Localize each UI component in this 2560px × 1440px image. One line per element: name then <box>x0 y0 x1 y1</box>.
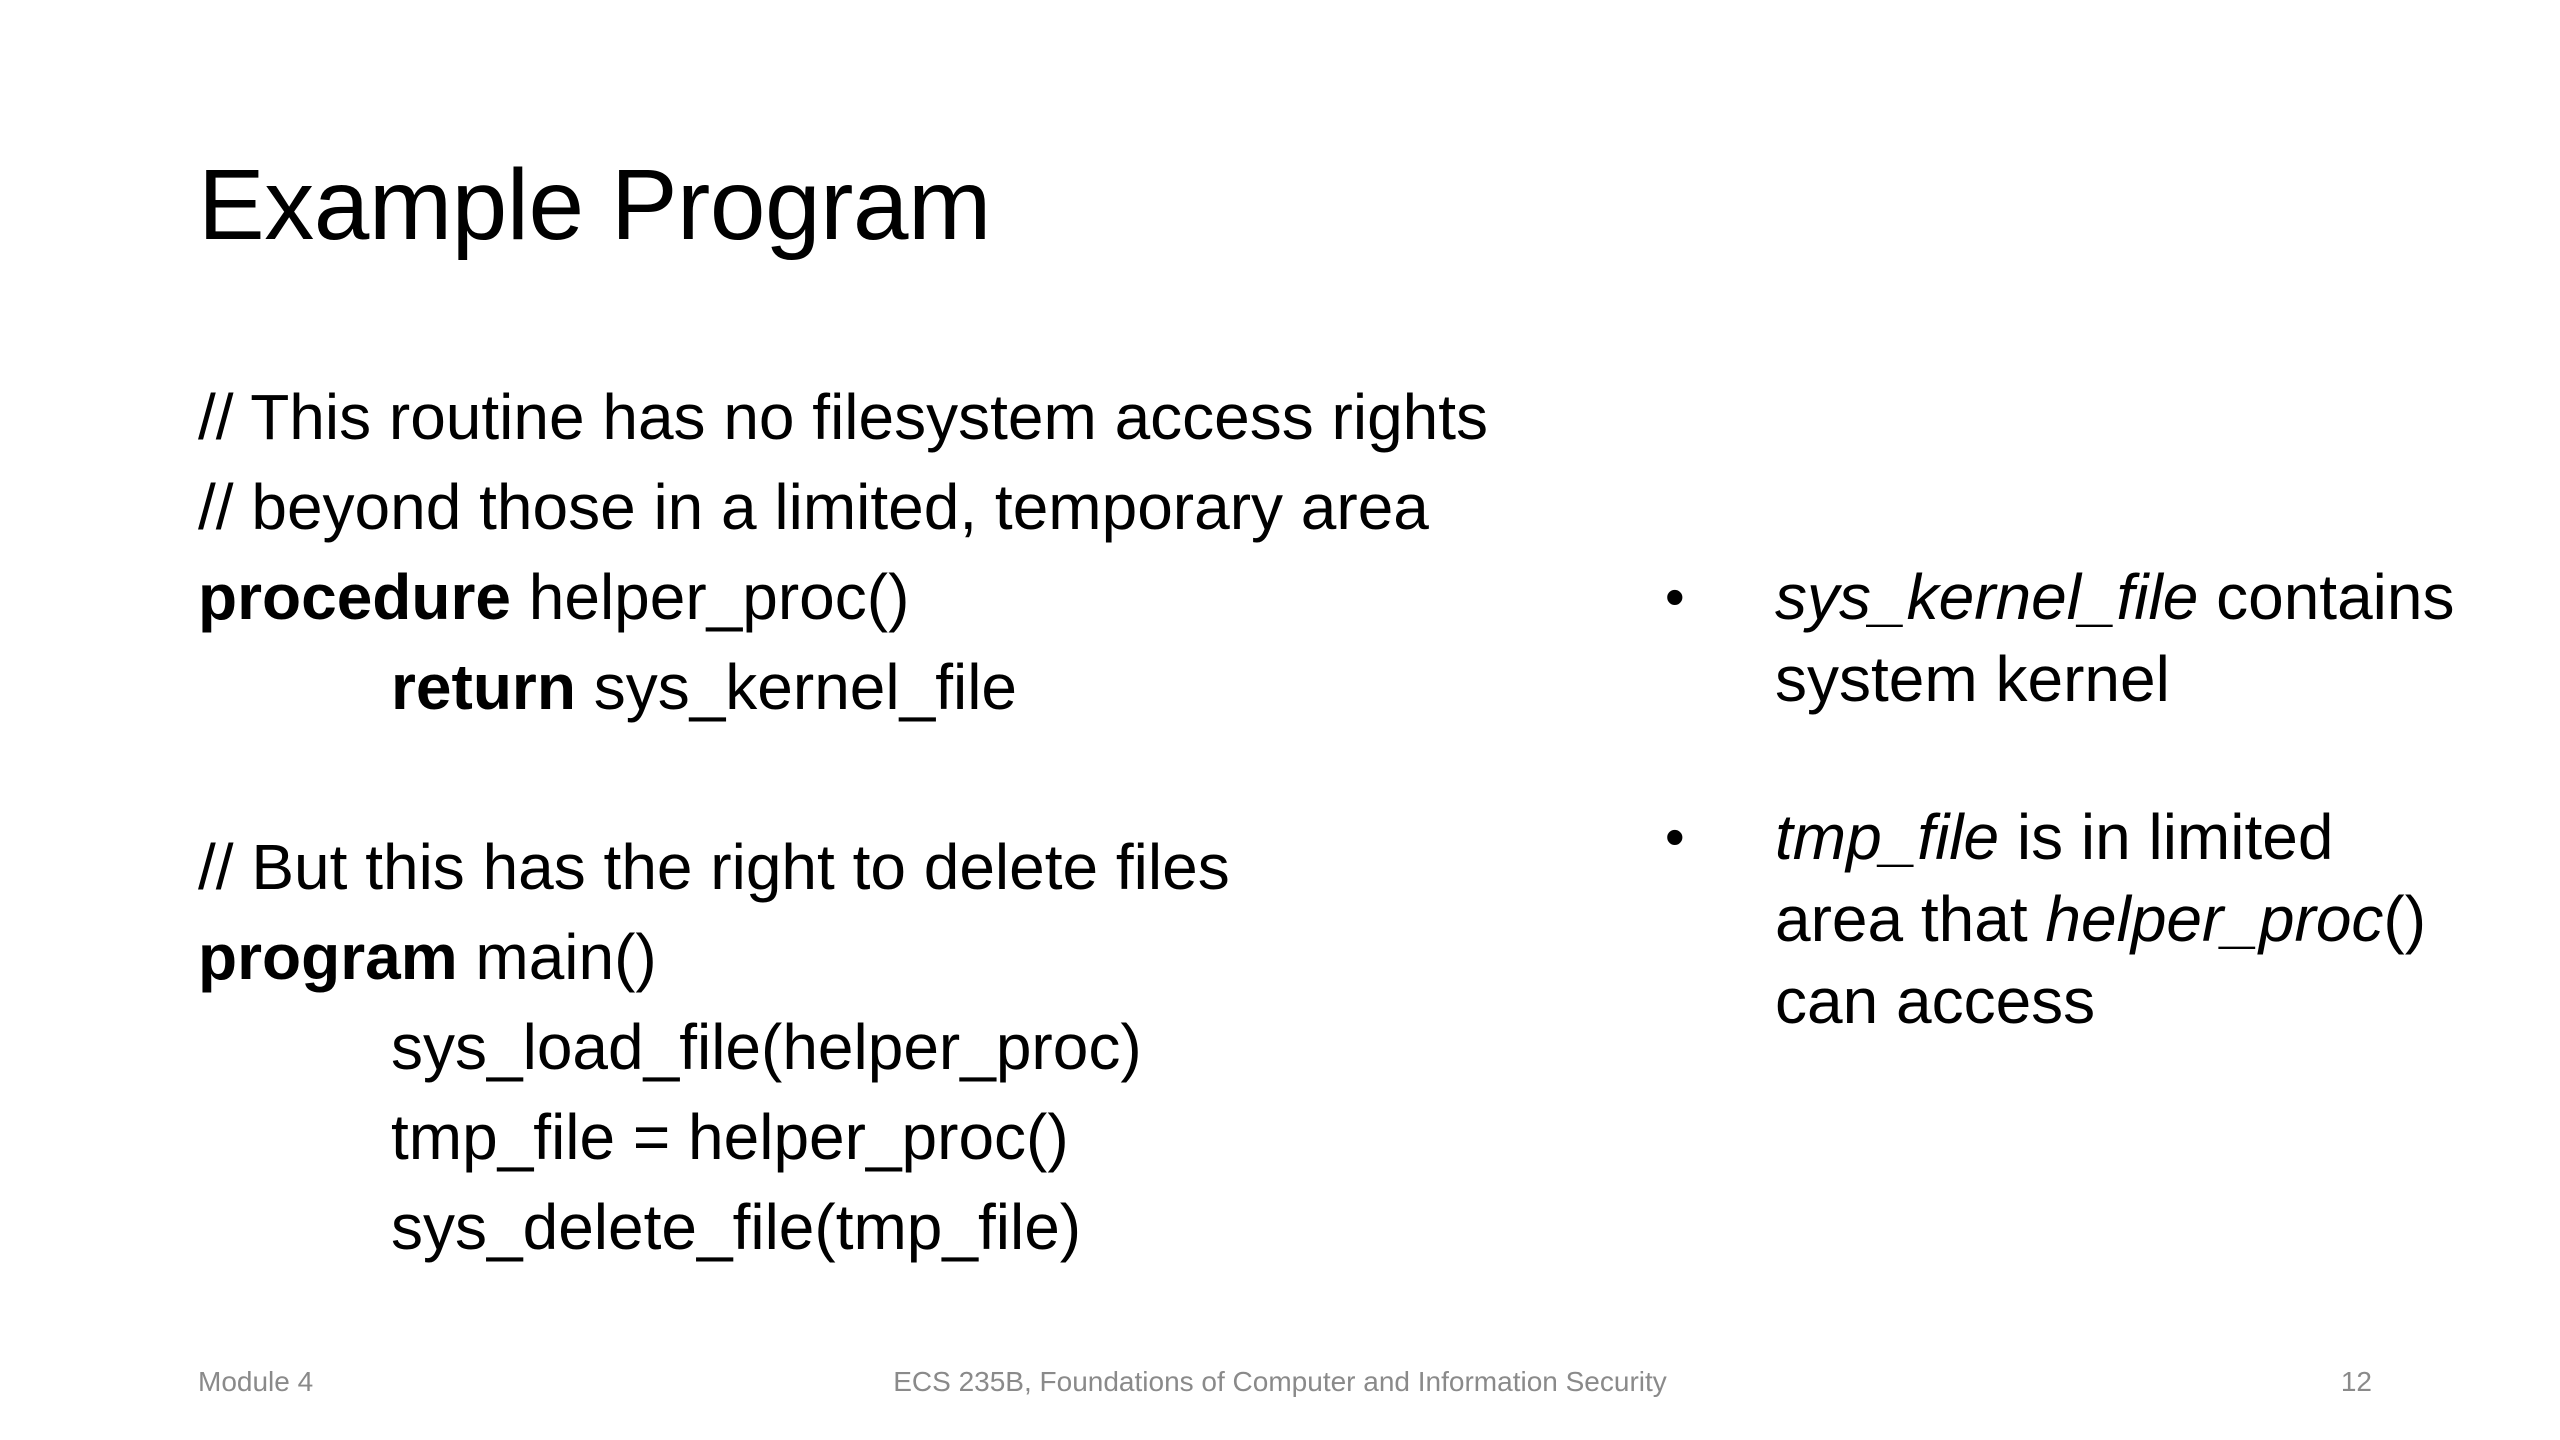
bullet-text: () can access <box>1775 883 2427 1037</box>
code-statement-line: tmp_file = helper_proc() <box>391 1101 1069 1173</box>
bullet-item <box>1665 796 2465 1042</box>
code-block <box>198 372 1488 1272</box>
slide-title: Example Program <box>198 149 991 261</box>
bullet-text: contains system kernel <box>1775 561 2455 715</box>
bullet-item <box>1665 556 2465 720</box>
keyword-program: program <box>198 921 458 993</box>
keyword-return: return <box>391 651 576 723</box>
footer-page-number: 12 <box>2340 1366 2372 1397</box>
code-statement-line: sys_delete_file(tmp_file) <box>391 1191 1082 1263</box>
code-comment-line: // But this has the right to delete files <box>198 831 1230 903</box>
bullet-text: is in limited area that <box>1775 801 2334 955</box>
code-statement-line: sys_load_file(helper_proc) <box>391 1011 1142 1083</box>
bullet-list <box>1665 556 2465 1118</box>
code-text: main() <box>457 921 657 993</box>
bullet-emphasis: helper_proc <box>2045 883 2384 955</box>
bullet-dot-icon: • <box>1665 805 1685 868</box>
footer-course: ECS 235B, Foundations of Computer and Information Security <box>893 1366 1667 1397</box>
code-procedure-line <box>198 552 1488 642</box>
bullet-emphasis: tmp_file <box>1775 801 2000 873</box>
footer-module: Module 4 <box>198 1366 314 1397</box>
code-return-line <box>198 642 1488 732</box>
keyword-procedure: procedure <box>198 561 511 633</box>
code-blank-line <box>198 732 1488 822</box>
code-comment-line: // beyond those in a limited, temporary area <box>198 471 1429 543</box>
code-program-line <box>198 912 1488 1002</box>
bullet-emphasis: sys_kernel_file <box>1775 561 2199 633</box>
code-text: sys_kernel_file <box>575 651 1017 723</box>
code-text: helper_proc() <box>510 561 910 633</box>
code-comment-line: // This routine has no filesystem access rights <box>198 381 1489 453</box>
bullet-dot-icon: • <box>1665 565 1685 628</box>
